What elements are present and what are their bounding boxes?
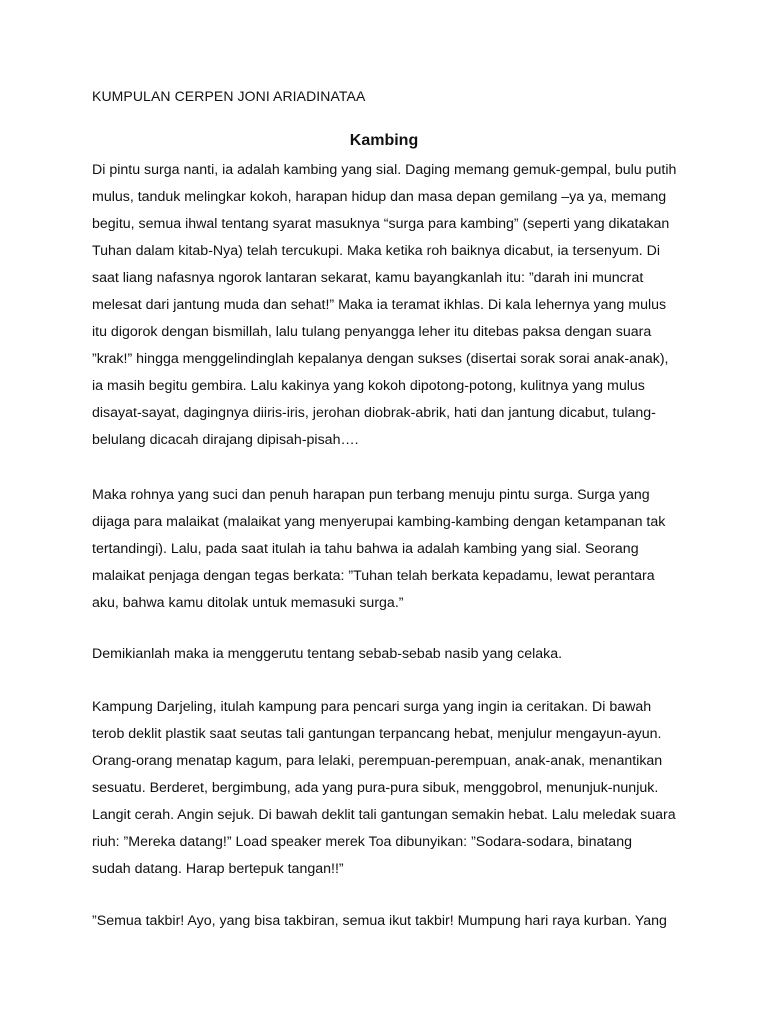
paragraph-4-line: Langit cerah. Angin sejuk. Di bawah deklit tali gantungan semakin hebat. Lalu meledak suara — [92, 807, 676, 823]
paragraph-1-line: ”krak!” hingga menggelindinglah kepalanya dengan sukses (disertai sorak sorai anak-anak), — [92, 351, 669, 367]
paragraph-2-line: tertandingi). Lalu, pada saat itulah ia tahu bahwa ia adalah kambing yang sial. Seorang — [92, 541, 639, 557]
paragraph-4-line: sesuatu. Berderet, bergimbung, ada yang pura-pura sibuk, menggobrol, menunjuk-nunjuk. — [92, 780, 659, 796]
paragraph-1-line: melesat dari jantung muda dan sehat!” Maka ia teramat ikhlas. Di kala lehernya yang mulus — [92, 297, 667, 313]
paragraph-1-line: begitu, semua ihwal tentang syarat masuknya “surga para kambing” (seperti yang dikatakan — [92, 216, 670, 232]
story-title: Kambing — [349, 132, 419, 149]
paragraph-1-line: ia masih begitu gembira. Lalu kakinya yang kokoh dipotong-potong, kulitnya yang mulus — [92, 378, 645, 394]
paragraph-4-line: Orang-orang menatap kagum, para lelaki, perempuan-perempuan, anak-anak, menantikan — [92, 753, 663, 769]
paragraph-2-line: Maka rohnya yang suci dan penuh harapan pun terbang menuju pintu surga. Surga yang — [92, 487, 650, 503]
paragraph-1-line: Tuhan dalam kitab-Nya) telah tercukupi. Maka ketika roh baiknya dicabut, ia tersenyum. Di — [92, 243, 661, 259]
paragraph-1-line: belulang dicacah dirajang dipisah-pisah…. — [92, 432, 359, 448]
paragraph-4-line: sudah datang. Harap bertepuk tangan!!” — [92, 861, 344, 877]
paragraph-1-line: Di pintu surga nanti, ia adalah kambing yang sial. Daging memang gemuk-gempal, bulu putih — [92, 162, 677, 178]
paragraph-5-line: ”Semua takbir! Ayo, yang bisa takbiran, semua ikut takbir! Mumpung hari raya kurban. Yang — [92, 913, 667, 929]
collection-title: KUMPULAN CERPEN JONI ARIADINATAA — [92, 88, 366, 104]
paragraph-2-line: aku, bahwa kamu ditolak untuk memasuki surga.” — [92, 595, 404, 611]
paragraph-2-line: malaikat penjaga dengan tegas berkata: ”Tuhan telah berkata kepadamu, lewat perantara — [92, 568, 655, 584]
paragraph-4-line: riuh: ”Mereka datang!” Load speaker merek Toa dibunyikan: ”Sodara-sodara, binatang — [92, 834, 632, 850]
paragraph-1-line: saat liang nafasnya ngorok lantaran sekarat, kamu bayangkanlah itu: ”darah ini muncrat — [92, 270, 644, 286]
paragraph-3-line: Demikianlah maka ia menggerutu tentang sebab-sebab nasib yang celaka. — [92, 646, 563, 662]
paragraph-1-line: itu digorok dengan bismillah, lalu tulang penyangga leher itu ditebas paksa dengan suara — [92, 324, 652, 340]
paragraph-4-line: Kampung Darjeling, itulah kampung para pencari surga yang ingin ia ceritakan. Di bawah — [92, 699, 652, 715]
paragraph-1-line: disayat-sayat, dagingnya diiris-iris, jerohan diobrak-abrik, hati dan jantung dicabut, tulang- — [92, 405, 656, 421]
paragraph-4-line: terob deklit plastik saat seutas tali gantungan terpancang hebat, menjulur mengayun-ayun. — [92, 726, 662, 742]
paragraph-1-line: mulus, tanduk melingkar kokoh, harapan hidup dan masa depan gemilang –ya ya, memang — [92, 189, 667, 205]
paragraph-2-line: dijaga para malaikat (malaikat yang menyerupai kambing-kambing dengan ketampanan tak — [92, 514, 666, 530]
